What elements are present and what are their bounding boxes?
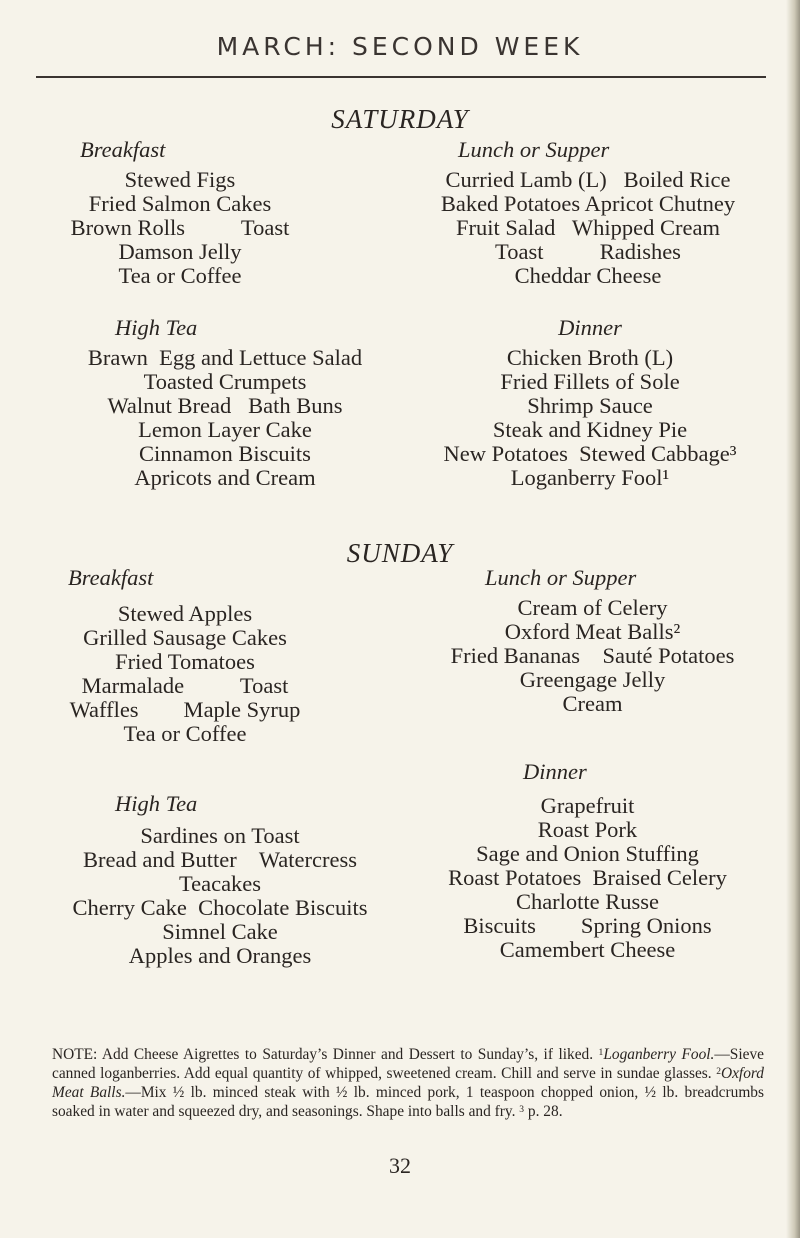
saturday-dinner (395, 316, 785, 490)
menu-item: Stewed Figs (124, 167, 236, 192)
menu-item: Cherry Cake Chocolate Biscuits (72, 895, 368, 920)
menu-item: Bread and Butter Watercress (83, 847, 357, 872)
day-title-saturday: SATURDAY (331, 104, 469, 134)
menu-item: Brown Rolls Toast (70, 215, 290, 240)
sunday-breakfast (30, 566, 340, 746)
header-rule (36, 76, 766, 78)
menu-item: Waffles Maple Syrup (69, 697, 301, 722)
sunday-dinner (395, 760, 780, 962)
menu-item: Baked Potatoes Apricot Chutney (440, 191, 736, 216)
menu-item: Teacakes (178, 871, 262, 896)
page-number: 32 (389, 1153, 411, 1178)
menu-item: Grapefruit (540, 793, 635, 818)
saturday-breakfast-heading: Breakfast (80, 137, 166, 162)
sunday-breakfast-heading: Breakfast (68, 565, 154, 590)
saturday-high-tea-heading: High Tea (115, 315, 198, 340)
menu-item: Apricots and Cream (134, 465, 316, 490)
fn1-mark: 1 (598, 1046, 604, 1058)
menu-item: Roast Potatoes Braised Celery (448, 865, 727, 890)
sunday-high-tea (30, 792, 410, 968)
menu-item: Oxford Meat Balls² (504, 619, 681, 644)
menu-item: Curried Lamb (L) Boiled Rice (445, 167, 731, 192)
menu-item: Roast Pork (537, 817, 638, 842)
menu-item: Tea or Coffee (123, 721, 247, 746)
fn3-text: p. 28. (524, 1103, 563, 1120)
menu-item: Biscuits Spring Onions (463, 913, 712, 938)
menu-item: Toasted Crumpets (143, 369, 307, 394)
saturday-lunch-heading: Lunch or Supper (458, 137, 610, 162)
menu-item: Fried Salmon Cakes (88, 191, 272, 216)
fn1-title: Loganberry Fool. (603, 1046, 715, 1063)
saturday-lunch (398, 138, 778, 288)
fn2-title: Oxford Meat Balls. (52, 1065, 764, 1101)
note-intro: NOTE: Add Cheese Aigrettes to Saturday’s Dinner and Dessert to Sunday’s, if liked. (52, 1046, 599, 1063)
menu-item: Shrimp Sauce (527, 393, 653, 418)
sunday-dinner-heading: Dinner (523, 759, 587, 784)
footnote-text (52, 1045, 764, 1121)
menu-item: Lemon Layer Cake (138, 417, 312, 442)
fn3-mark: 3 (519, 1103, 525, 1115)
menu-item: Sage and Onion Stuffing (476, 841, 699, 866)
menu-item: Cream (562, 691, 623, 716)
menu-item: Stewed Apples (117, 601, 253, 626)
menu-item: Tea or Coffee (118, 263, 242, 288)
day-title-sunday: SUNDAY (346, 538, 454, 568)
menu-item: Fried Tomatoes (115, 649, 255, 674)
menu-item: Damson Jelly (118, 239, 242, 264)
menu-item: Fruit Salad Whipped Cream (456, 215, 720, 240)
fn1-text: —Sieve canned loganberries. Add equal quantity of whipped, sweetened cream. Chill and serve in sundae glasses. (52, 1046, 764, 1082)
menu-item: Chicken Broth (L) (506, 345, 674, 370)
menu-item: Cream of Celery (517, 595, 668, 620)
sunday-lunch-heading: Lunch or Supper (485, 565, 637, 590)
menu-item: Toast Radishes (495, 239, 681, 264)
fn2-mark: 2 (716, 1065, 721, 1077)
menu-item: Charlotte Russe (515, 889, 660, 914)
menu-item: Cinnamon Biscuits (139, 441, 311, 466)
menu-item: New Potatoes Stewed Cabbage³ (443, 441, 737, 466)
sunday-high-tea-heading: High Tea (115, 791, 198, 816)
menu-item: Grilled Sausage Cakes (83, 625, 287, 650)
menu-item: Loganberry Fool¹ (510, 465, 670, 490)
menu-item: Walnut Bread Bath Buns (107, 393, 343, 418)
page-header: MARCH: SECOND WEEK (216, 32, 584, 61)
menu-item: Simnel Cake (162, 919, 278, 944)
menu-item: Steak and Kidney Pie (492, 417, 688, 442)
menu-item: Greengage Jelly (519, 667, 666, 692)
sunday-lunch (395, 566, 790, 716)
menu-item: Fried Bananas Sauté Potatoes (450, 643, 735, 668)
menu-item: Camembert Cheese (499, 937, 676, 962)
saturday-high-tea (30, 316, 420, 490)
menu-item: Sardines on Toast (140, 823, 300, 848)
fn2-text: —Mix ½ lb. minced steak with ½ lb. minced pork, 1 teaspoon chopped onion, ½ lb. breadcrumbs soaked in water and squeezed dry, and seasonings. Shape into balls and fry. (52, 1084, 764, 1120)
saturday-breakfast (40, 138, 320, 288)
menu-item: Apples and Oranges (128, 943, 312, 968)
saturday-dinner-heading: Dinner (558, 315, 622, 340)
menu-item: Brawn Egg and Lettuce Salad (87, 345, 363, 370)
menu-item: Cheddar Cheese (514, 263, 662, 288)
menu-item: Marmalade Toast (81, 673, 289, 698)
menu-item: Fried Fillets of Sole (500, 369, 680, 394)
